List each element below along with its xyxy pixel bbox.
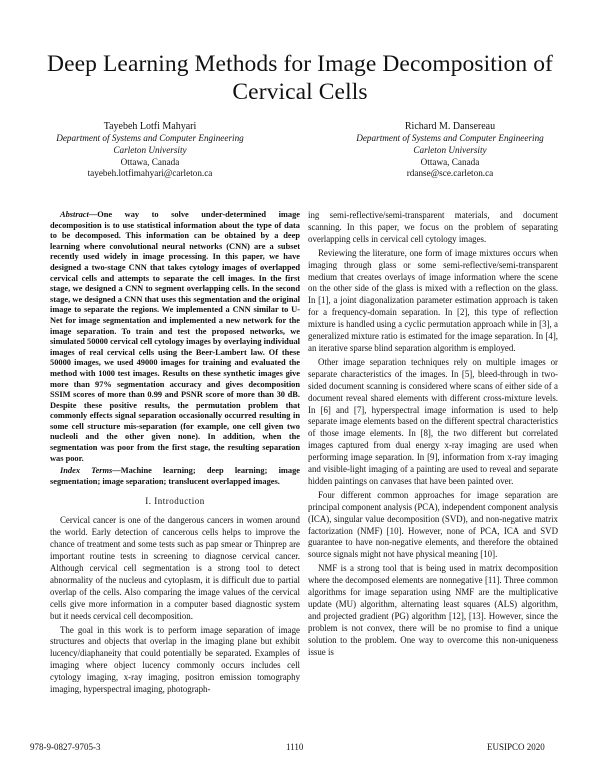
abstract-label: Abstract— [60,210,98,219]
abstract-text: One way to solve under-determined image decomposition is to use statistical information about the type of data to be decomposed. This information can be obtained by a deep learning where convolutional neural networks (CNN) are a subset recently used widely in image processing. In this paper, we have designed a two-stage CNN that takes cytology images of overlapped cervical cells and attempts to separate the cell images. In the first stage, we designed a CNN to segment overlapping cells. In the second stage, we designed a CNN that uses this segmentation and the original image to separate the regions. We implemented a CNN similar to U-Net for image segmentation and implemented a new network for the image separation. To train and test the proposed networks, we simulated 50000 cervical cell cytology images by overlaying individual images of real cervical cells using the Beer-Lambert law. Of these 50000 images, we used 49000 images for training and evaluated the method with 1000 test images. Results on these synthetic images give more than 97% segmentation accuracy and gives decomposition SSIM scores of more than 0.99 and PSNR score of more than 30 dB. Despite these positive results, the permutation problem that commonly effects signal separation occasionally occurred resulting in some cell structure mis-separation (for example, one cell given two nucleoli and the other given none). In addition, when the segmentation was poor from the first stage, the resulting separation was poor. [50,210,300,463]
author-block-2 [330,121,570,180]
author-location: Ottawa, Canada [420,156,480,167]
footer-isbn: 978-9-0827-9705-3 [30,742,101,752]
index-terms-label: Index Terms— [60,466,121,476]
abstract [50,210,300,464]
paper-title: Deep Learning Methods for Image Decomposition of Cervical Cells [47,51,553,105]
body-paragraph: NMF is a strong tool that is being used in matrix decomposition where the decomposed elements are nonnegative [11]. Three common algorithms for image separation using NMF are the multiplicative update (MU) algorithm, alternating least squares (ALS) algorithm, and projected gradient (PG) algorithm [12], [13]. However, since the problem is not convex, there will be no promise to find a unique solution to the problem. One way to overcome this non-uniqueness issue is [308,563,558,657]
author-email: tayebeh.lotfimahyari@carleton.ca [87,168,213,179]
body-paragraph: Reviewing the literature, one form of image mixtures occurs when imaging through glass or some semi-reflective/semi-transparent medium that creates overlays of image information where the scene on the other side of the glass is mixed with a reflection on the glass. In [1], a joint diagonalization parameter estimation approach is taken for a frequency-domain separation. In [2], this type of reflection mixture is handled using a cyclic permutation approach while in [3], a generalized mixture ratio is estimated for the image separation. In [4], an iterative sparse blind separation algorithm is employed. [308,247,558,353]
footer-page-number: 1110 [286,742,304,752]
section-heading-introduction: I. Introduction [145,496,205,507]
author-name: Tayebeh Lotfi Mahyari [103,121,197,132]
author-block-1 [30,121,270,180]
author-email: rdanse@sce.carleton.ca [406,168,494,179]
right-column [308,210,558,659]
author-university: Carleton University [113,144,187,155]
author-department: Department of Systems and Computer Engineering [56,133,244,143]
author-name: Richard M. Dansereau [404,121,496,132]
index-terms [50,466,300,487]
body-paragraph: ing semi-reflective/semi-transparent materials, and document scanning. In this paper, we focus on the problem of separating overlapping cells in cervical cell cytology images. [308,210,558,244]
body-paragraph: Cervical cancer is one of the dangerous cancers in women around the world. Early detection of cancerous cells helps to improve the chance of treatment and some tests such as pap smear or Thinprep are important routine tests in screening to diagnose cervical cancer. Although cervical cell segmentation is a strong tool to detect abnormality of the nucleus and cytoplasm, it is difficult due to partial overlap of the cells. Also comparing the image values of the cervical cells give more information in a computer based diagnostic system but it needs cervical cell decomposition. [50,515,300,621]
author-department: Department of Systems and Computer Engineering [356,133,544,143]
body-paragraph: The goal in this work is to perform image separation of image structures and objects that overlap in the imaging plane but exhibit lucency/diaphaneity that could potentially be separated. Examples of imaging where object lucency commonly occurs includes cell cytology imaging, x-ray imaging, positron emission tomography imaging, hyperspectral imaging, photograph- [50,624,300,695]
body-paragraph: Four different common approaches for image separation are principal component analysis (PCA), independent component analysis (ICA), singular value decomposition (SVD), and non-negative matrix factorization (NMF) [10]. However, none of PCA, ICA and SVD guarantee to have non-negative elements, and therefore the obtained source signals might not have physical meaning [10]. [308,489,558,560]
body-paragraph: Other image separation techniques rely on multiple images or separate characteristics of the images. In [5], bleed-through in two-sided document scanning is considered where scans of either side of a document reveal shared elements with different cross-mixture levels. In [6] and [7], hyperspectral image information is used to help separate image elements based on the different spectral characteristics of those image elements. In [8], the two different but correlated images captured from dual energy x-ray imaging are used when performing image separation. In [9], information from x-ray imaging and visible-light imaging of a painting are used to reveal and separate hidden paintings on canvases that have been painted over. [308,356,558,486]
author-location: Ottawa, Canada [120,156,180,167]
left-column [50,210,300,696]
author-university: Carleton University [413,144,487,155]
footer-conference: EUSIPCO 2020 [487,742,545,752]
index-terms-text: Machine learning; deep learning; image segmentation; image separation; translucent overlapped images. [50,466,301,486]
